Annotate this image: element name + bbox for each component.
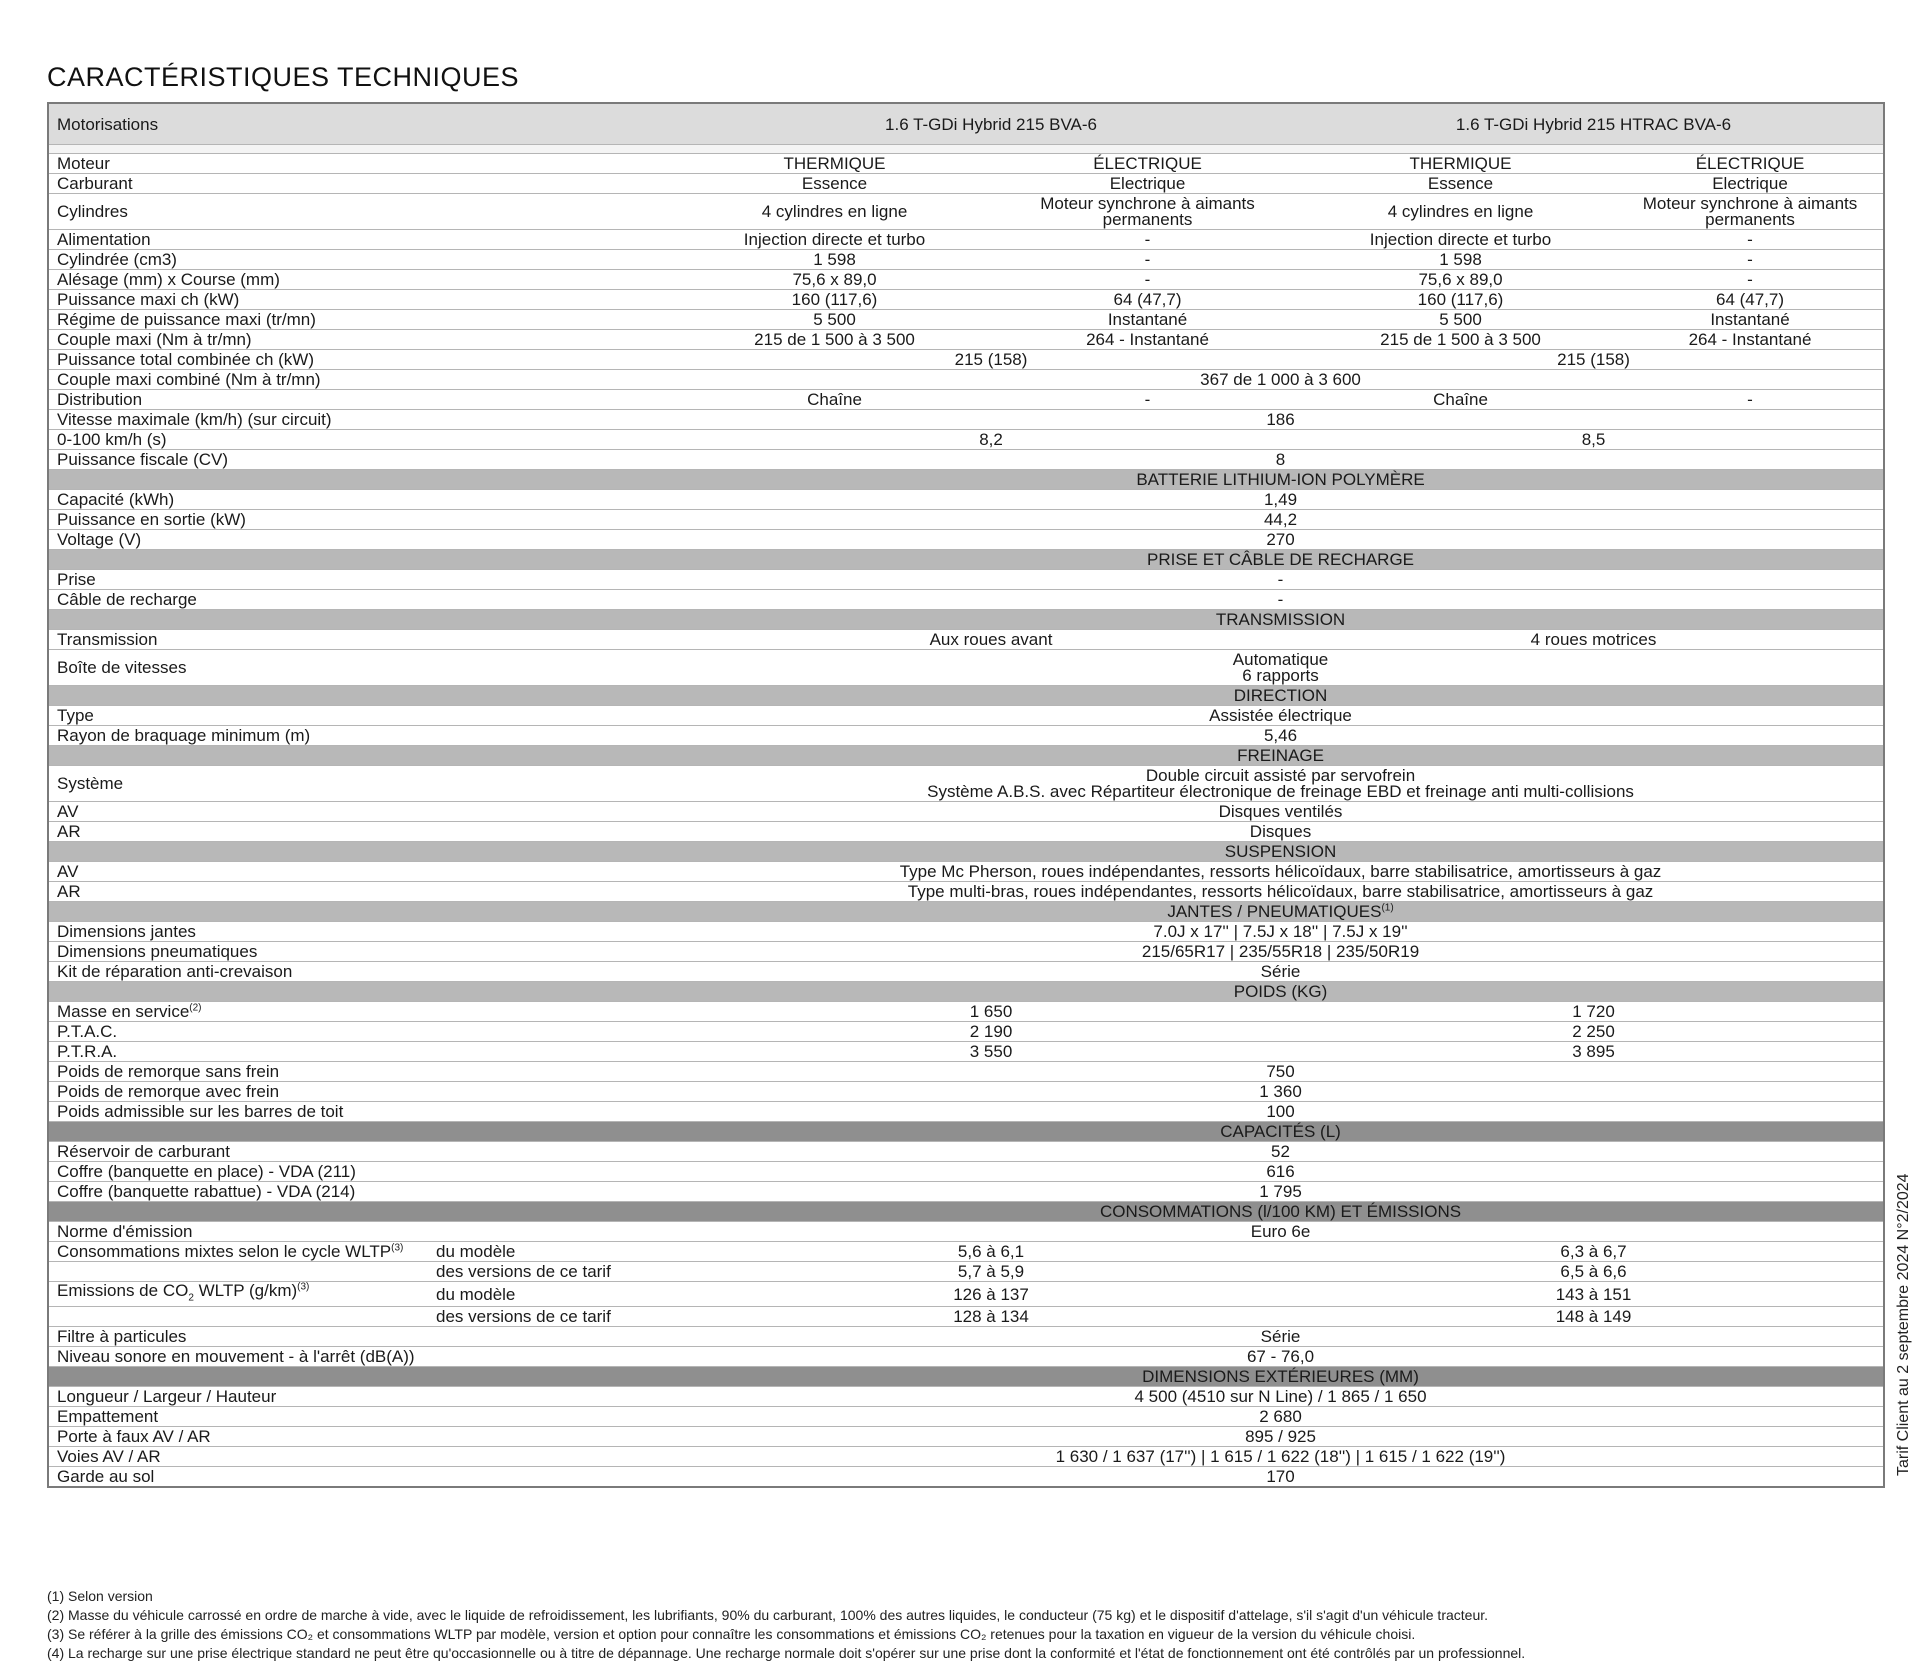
cell-a1: THERMIQUE bbox=[678, 154, 991, 174]
section-title: TRANSMISSION bbox=[678, 610, 1884, 630]
cell-b1: 215 de 1 500 à 3 500 bbox=[1304, 330, 1617, 350]
cell-b: 6,3 à 6,7 bbox=[1304, 1242, 1884, 1262]
cell-b: 4 roues motrices bbox=[1304, 630, 1884, 650]
row-label: Capacité (kWh) bbox=[48, 490, 678, 510]
row-label: Dimensions jantes bbox=[48, 922, 678, 942]
section-title bbox=[678, 902, 1884, 922]
section-title: SUSPENSION bbox=[678, 842, 1884, 862]
row-label: Rayon de braquage minimum (m) bbox=[48, 726, 678, 746]
cell-a1: 5 500 bbox=[678, 310, 991, 330]
section-header-direction bbox=[48, 686, 1884, 706]
cell-b1: Essence bbox=[1304, 174, 1617, 194]
footnote-ref: (2) bbox=[189, 1002, 202, 1014]
page-title: CARACTÉRISTIQUES TECHNIQUES bbox=[47, 62, 520, 92]
table-row bbox=[48, 290, 1884, 310]
cell-b1: 1 598 bbox=[1304, 250, 1617, 270]
section-title: FREINAGE bbox=[678, 746, 1884, 766]
cell-all: 270 bbox=[678, 530, 1884, 550]
footnotes bbox=[47, 1587, 1525, 1663]
table-row bbox=[48, 1062, 1884, 1082]
row-label: Couple maxi combiné (Nm à tr/mn) bbox=[48, 370, 678, 390]
row-label: Poids admissible sur les barres de toit bbox=[48, 1102, 678, 1122]
table-row bbox=[48, 1347, 1884, 1367]
table-row bbox=[48, 1407, 1884, 1427]
table-row bbox=[48, 1022, 1884, 1042]
cell-all: Série bbox=[678, 1327, 1884, 1347]
cell-a1: Injection directe et turbo bbox=[678, 230, 991, 250]
row-label: Alésage (mm) x Course (mm) bbox=[48, 270, 678, 290]
cell-a: 126 à 137 bbox=[678, 1282, 1304, 1307]
section-title: POIDS (KG) bbox=[678, 982, 1884, 1002]
row-label bbox=[48, 1282, 428, 1307]
cell-all: 170 bbox=[678, 1467, 1884, 1488]
row-label: Norme d'émission bbox=[48, 1222, 678, 1242]
section-title: DIMENSIONS EXTÉRIEURES (MM) bbox=[678, 1367, 1884, 1387]
cell-all: 1,49 bbox=[678, 490, 1884, 510]
table-row bbox=[48, 450, 1884, 470]
cell-all bbox=[678, 766, 1884, 802]
row-label: Cylindrée (cm3) bbox=[48, 250, 678, 270]
cell-all: 215/65R17 | 235/55R18 | 235/50R19 bbox=[678, 942, 1884, 962]
row-label: Puissance fiscale (CV) bbox=[48, 450, 678, 470]
section-title: BATTERIE LITHIUM-ION POLYMÈRE bbox=[678, 470, 1884, 490]
cell-b2: Instantané bbox=[1617, 310, 1884, 330]
table-row bbox=[48, 706, 1884, 726]
row-sublabel: des versions de ce tarif bbox=[428, 1262, 678, 1282]
section-header-batterie bbox=[48, 470, 1884, 490]
table-row bbox=[48, 630, 1884, 650]
cell-a1: 4 cylindres en ligne bbox=[678, 194, 991, 230]
cell-b: 2 250 bbox=[1304, 1022, 1884, 1042]
table-row bbox=[48, 802, 1884, 822]
cell-all: Euro 6e bbox=[678, 1222, 1884, 1242]
section-header-recharge bbox=[48, 550, 1884, 570]
row-sublabel: du modèle bbox=[428, 1242, 678, 1262]
row-label: Porte à faux AV / AR bbox=[48, 1427, 678, 1447]
table-row bbox=[48, 530, 1884, 550]
row-label: P.T.R.A. bbox=[48, 1042, 678, 1062]
cell-a2: 64 (47,7) bbox=[991, 290, 1304, 310]
table-row bbox=[48, 490, 1884, 510]
row-label: Vitesse maximale (km/h) (sur circuit) bbox=[48, 410, 678, 430]
cell-all: 4 500 (4510 sur N Line) / 1 865 / 1 650 bbox=[678, 1387, 1884, 1407]
row-label: Garde au sol bbox=[48, 1467, 678, 1488]
cell-all: 1 795 bbox=[678, 1182, 1884, 1202]
row-label: Voltage (V) bbox=[48, 530, 678, 550]
footnote: (2) Masse du véhicule carrossé en ordre de marche à vide, avec le liquide de refroidissement, les lubrifiants, 90% du carburant, 100% des autres liquides, le conducteur (75 kg) et le dispositif d'attelage, s'il s'agit d'un véhicule tracteur. bbox=[47, 1607, 1489, 1623]
footnote-ref: (1) bbox=[1381, 902, 1394, 914]
row-label: Coffre (banquette rabattue) - VDA (214) bbox=[48, 1182, 678, 1202]
table-row bbox=[48, 194, 1884, 230]
table-row bbox=[48, 1162, 1884, 1182]
table-row bbox=[48, 1042, 1884, 1062]
cell-line: Automatique bbox=[1232, 649, 1329, 669]
table-row bbox=[48, 370, 1884, 390]
table-row bbox=[48, 942, 1884, 962]
cell-b: 1 720 bbox=[1304, 1002, 1884, 1022]
row-label: Dimensions pneumatiques bbox=[48, 942, 678, 962]
table-row bbox=[48, 1307, 1884, 1327]
cell-a: Aux roues avant bbox=[678, 630, 1304, 650]
row-label: 0-100 km/h (s) bbox=[48, 430, 678, 450]
table-row bbox=[48, 430, 1884, 450]
table-row bbox=[48, 1242, 1884, 1262]
cell-all: 67 - 76,0 bbox=[678, 1347, 1884, 1367]
cell-all: Disques bbox=[678, 822, 1884, 842]
row-label: Système bbox=[48, 766, 678, 802]
row-label: Poids de remorque avec frein bbox=[48, 1082, 678, 1102]
cell-b2: ÉLECTRIQUE bbox=[1617, 154, 1884, 174]
table-row bbox=[48, 650, 1884, 686]
side-note: Tarif Client au 2 septembre 2024 N°2/2024 bbox=[1895, 1173, 1912, 1476]
table-row bbox=[48, 1222, 1884, 1242]
table-row bbox=[48, 390, 1884, 410]
row-sublabel: du modèle bbox=[428, 1282, 678, 1307]
row-label-text: Consommations mixtes selon le cycle WLTP bbox=[57, 1242, 392, 1261]
row-label: AR bbox=[48, 882, 678, 902]
cell-a1: 215 de 1 500 à 3 500 bbox=[678, 330, 991, 350]
cell-b2: - bbox=[1617, 390, 1884, 410]
cell-all: Série bbox=[678, 962, 1884, 982]
table-row bbox=[48, 1387, 1884, 1407]
row-label: Cylindres bbox=[48, 194, 678, 230]
section-header-transmission bbox=[48, 610, 1884, 630]
cell-all: 1 630 / 1 637 (17'') | 1 615 / 1 622 (18'') | 1 615 / 1 622 (19'') bbox=[678, 1447, 1884, 1467]
cell-all bbox=[678, 650, 1884, 686]
cell-all: - bbox=[678, 590, 1884, 610]
row-label: Moteur bbox=[48, 154, 678, 174]
table-row bbox=[48, 726, 1884, 746]
row-label: Couple maxi (Nm à tr/mn) bbox=[48, 330, 678, 350]
footnote-ref: (3) bbox=[297, 1281, 310, 1293]
cell-all: 367 de 1 000 à 3 600 bbox=[678, 370, 1884, 390]
cell-b1: Chaîne bbox=[1304, 390, 1617, 410]
row-label-text: Emissions de CO bbox=[57, 1281, 189, 1300]
cell-b: 143 à 151 bbox=[1304, 1282, 1884, 1307]
cell-all: 616 bbox=[678, 1162, 1884, 1182]
section-header-poids bbox=[48, 982, 1884, 1002]
section-header-consommations bbox=[48, 1202, 1884, 1222]
cell-all: 750 bbox=[678, 1062, 1884, 1082]
cell-b2: Electrique bbox=[1617, 174, 1884, 194]
cell-b: 6,5 à 6,6 bbox=[1304, 1262, 1884, 1282]
row-label: Type bbox=[48, 706, 678, 726]
cell-all: Disques ventilés bbox=[678, 802, 1884, 822]
row-label: Réservoir de carburant bbox=[48, 1142, 678, 1162]
cell-b1: 75,6 x 89,0 bbox=[1304, 270, 1617, 290]
cell-all: 895 / 925 bbox=[678, 1427, 1884, 1447]
table-row bbox=[48, 1002, 1884, 1022]
row-label: Distribution bbox=[48, 390, 678, 410]
table-row bbox=[48, 766, 1884, 802]
section-title: CONSOMMATIONS (l/100 KM) ET ÉMISSIONS bbox=[678, 1202, 1884, 1222]
section-title: CAPACITÉS (L) bbox=[678, 1122, 1884, 1142]
cell-b1: Injection directe et turbo bbox=[1304, 230, 1617, 250]
table-row bbox=[48, 1447, 1884, 1467]
cell-b2: - bbox=[1617, 250, 1884, 270]
cell-b2: - bbox=[1617, 270, 1884, 290]
cell-a1: 75,6 x 89,0 bbox=[678, 270, 991, 290]
table-row bbox=[48, 1082, 1884, 1102]
row-label: Niveau sonore en mouvement - à l'arrêt (dB(A)) bbox=[48, 1347, 678, 1367]
table-row bbox=[48, 882, 1884, 902]
cell-a: 1 650 bbox=[678, 1002, 1304, 1022]
cell-a2: - bbox=[991, 390, 1304, 410]
row-label: Boîte de vitesses bbox=[48, 650, 678, 686]
table-row bbox=[48, 230, 1884, 250]
cell-a1: 160 (117,6) bbox=[678, 290, 991, 310]
cell-all: 186 bbox=[678, 410, 1884, 430]
cell-a: 5,7 à 5,9 bbox=[678, 1262, 1304, 1282]
table-row bbox=[48, 330, 1884, 350]
cell-all: - bbox=[678, 570, 1884, 590]
cell-a1: Chaîne bbox=[678, 390, 991, 410]
footnote: (3) Se référer à la grille des émissions CO₂ et consommations WLTP par modèle, version et option pour connaître les consommations et émissions CO₂ retenues pour la taxation en vigueur de la version du véhicule choisi. bbox=[47, 1626, 1416, 1642]
table-row bbox=[48, 1142, 1884, 1162]
section-title: DIRECTION bbox=[678, 686, 1884, 706]
cell-b1: 160 (117,6) bbox=[1304, 290, 1617, 310]
cell-a2: Instantané bbox=[991, 310, 1304, 330]
cell-a2: ÉLECTRIQUE bbox=[991, 154, 1304, 174]
table-row bbox=[48, 1262, 1884, 1282]
spacer-row bbox=[48, 145, 1884, 154]
row-label: Alimentation bbox=[48, 230, 678, 250]
cell-b: 148 à 149 bbox=[1304, 1307, 1884, 1327]
footnote: (4) La recharge sur une prise électrique standard ne peut être qu'occasionnelle ou à titre de dépannage. Une recharge normale doit s'opérer sur une prise dont la conformité et l'état de fonctionnement ont été contrôlés par un professionnel. bbox=[47, 1645, 1526, 1661]
row-label: Régime de puissance maxi (tr/mn) bbox=[48, 310, 678, 330]
cell-b: 8,5 bbox=[1304, 430, 1884, 450]
cell-all: Assistée électrique bbox=[678, 706, 1884, 726]
table-row bbox=[48, 922, 1884, 942]
header-label: Motorisations bbox=[48, 103, 678, 145]
cell-a2: Moteur synchrone à aimants permanents bbox=[991, 194, 1304, 230]
table-row bbox=[48, 270, 1884, 290]
table-row bbox=[48, 570, 1884, 590]
footnote: (1) Selon version bbox=[47, 1588, 153, 1604]
cell-all: Type Mc Pherson, roues indépendantes, ressorts hélicoïdaux, barre stabilisatrice, amortisseurs à gaz bbox=[678, 862, 1884, 882]
row-label-text: Masse en service bbox=[57, 1002, 190, 1021]
table-row bbox=[48, 154, 1884, 174]
subscript: 2 bbox=[188, 1292, 194, 1304]
cell-a: 2 190 bbox=[678, 1022, 1304, 1042]
cell-a2: - bbox=[991, 250, 1304, 270]
cell-all: 100 bbox=[678, 1102, 1884, 1122]
model-b-name: 1.6 T-GDi Hybrid 215 HTRAC BVA-6 bbox=[1304, 103, 1884, 145]
row-label: Poids de remorque sans frein bbox=[48, 1062, 678, 1082]
cell-all: 2 680 bbox=[678, 1407, 1884, 1427]
cell-all: 1 360 bbox=[678, 1082, 1884, 1102]
section-title: PRISE ET CÂBLE DE RECHARGE bbox=[678, 550, 1884, 570]
row-label: P.T.A.C. bbox=[48, 1022, 678, 1042]
cell-a2: 264 - Instantané bbox=[991, 330, 1304, 350]
table-row bbox=[48, 250, 1884, 270]
model-a-name: 1.6 T-GDi Hybrid 215 BVA-6 bbox=[678, 103, 1304, 145]
cell-line: Système A.B.S. avec Répartiteur électronique de freinage EBD et freinage anti multi-collisions bbox=[927, 781, 1634, 801]
cell-all: 5,46 bbox=[678, 726, 1884, 746]
cell-all: 8 bbox=[678, 450, 1884, 470]
cell-a: 5,6 à 6,1 bbox=[678, 1242, 1304, 1262]
cell-line: 6 rapports bbox=[1242, 665, 1319, 685]
cell-a1: 1 598 bbox=[678, 250, 991, 270]
row-label: Carburant bbox=[48, 174, 678, 194]
row-label: Puissance en sortie (kW) bbox=[48, 510, 678, 530]
cell-all: 52 bbox=[678, 1142, 1884, 1162]
table-row bbox=[48, 962, 1884, 982]
cell-b: 215 (158) bbox=[1304, 350, 1884, 370]
table-row bbox=[48, 1182, 1884, 1202]
cell-a: 3 550 bbox=[678, 1042, 1304, 1062]
cell-b1: 5 500 bbox=[1304, 310, 1617, 330]
cell-a2: - bbox=[991, 230, 1304, 250]
table-row bbox=[48, 862, 1884, 882]
row-label: Transmission bbox=[48, 630, 678, 650]
section-header-freinage bbox=[48, 746, 1884, 766]
row-label: Câble de recharge bbox=[48, 590, 678, 610]
row-label: Puissance total combinée ch (kW) bbox=[48, 350, 678, 370]
row-label: Coffre (banquette en place) - VDA (211) bbox=[48, 1162, 678, 1182]
row-label: Filtre à particules bbox=[48, 1327, 678, 1347]
row-label: AV bbox=[48, 802, 678, 822]
row-sublabel: des versions de ce tarif bbox=[428, 1307, 678, 1327]
row-label: Puissance maxi ch (kW) bbox=[48, 290, 678, 310]
table-row bbox=[48, 1427, 1884, 1447]
row-label bbox=[48, 1002, 678, 1022]
spec-table bbox=[47, 102, 1885, 1488]
cell-line: Double circuit assisté par servofrein bbox=[1145, 765, 1416, 785]
section-header-capacites bbox=[48, 1122, 1884, 1142]
cell-a2: Electrique bbox=[991, 174, 1304, 194]
row-label: Empattement bbox=[48, 1407, 678, 1427]
row-label: Kit de réparation anti-crevaison bbox=[48, 962, 678, 982]
header-row bbox=[48, 103, 1884, 145]
row-label: AR bbox=[48, 822, 678, 842]
row-label: Voies AV / AR bbox=[48, 1447, 678, 1467]
cell-all: 44,2 bbox=[678, 510, 1884, 530]
footnote-ref: (3) bbox=[391, 1242, 404, 1254]
row-label: Longueur / Largeur / Hauteur bbox=[48, 1387, 678, 1407]
section-title-text: JANTES / PNEUMATIQUES bbox=[1167, 902, 1382, 921]
row-label bbox=[48, 1242, 428, 1262]
cell-b2: 64 (47,7) bbox=[1617, 290, 1884, 310]
cell-a2: - bbox=[991, 270, 1304, 290]
cell-all: Type multi-bras, roues indépendantes, ressorts hélicoïdaux, barre stabilisatrice, amortisseurs à gaz bbox=[678, 882, 1884, 902]
table-row bbox=[48, 1102, 1884, 1122]
row-label-text: WLTP (g/km) bbox=[193, 1281, 298, 1300]
table-row bbox=[48, 310, 1884, 330]
table-row bbox=[48, 410, 1884, 430]
table-row bbox=[48, 1282, 1884, 1307]
cell-b: 3 895 bbox=[1304, 1042, 1884, 1062]
cell-b1: 4 cylindres en ligne bbox=[1304, 194, 1617, 230]
section-header-dimensions bbox=[48, 1367, 1884, 1387]
table-row bbox=[48, 350, 1884, 370]
cell-b2: Moteur synchrone à aimants permanents bbox=[1617, 194, 1884, 230]
cell-all: 7.0J x 17'' | 7.5J x 18'' | 7.5J x 19'' bbox=[678, 922, 1884, 942]
cell-a: 128 à 134 bbox=[678, 1307, 1304, 1327]
section-header-jantes bbox=[48, 902, 1884, 922]
section-header-suspension bbox=[48, 842, 1884, 862]
table-row bbox=[48, 174, 1884, 194]
row-label: Prise bbox=[48, 570, 678, 590]
table-row bbox=[48, 590, 1884, 610]
table-row bbox=[48, 1327, 1884, 1347]
table-row bbox=[48, 1467, 1884, 1488]
table-row bbox=[48, 510, 1884, 530]
row-label: AV bbox=[48, 862, 678, 882]
cell-b2: - bbox=[1617, 230, 1884, 250]
cell-a: 215 (158) bbox=[678, 350, 1304, 370]
cell-a: 8,2 bbox=[678, 430, 1304, 450]
cell-b1: THERMIQUE bbox=[1304, 154, 1617, 174]
cell-a1: Essence bbox=[678, 174, 991, 194]
cell-b2: 264 - Instantané bbox=[1617, 330, 1884, 350]
table-row bbox=[48, 822, 1884, 842]
